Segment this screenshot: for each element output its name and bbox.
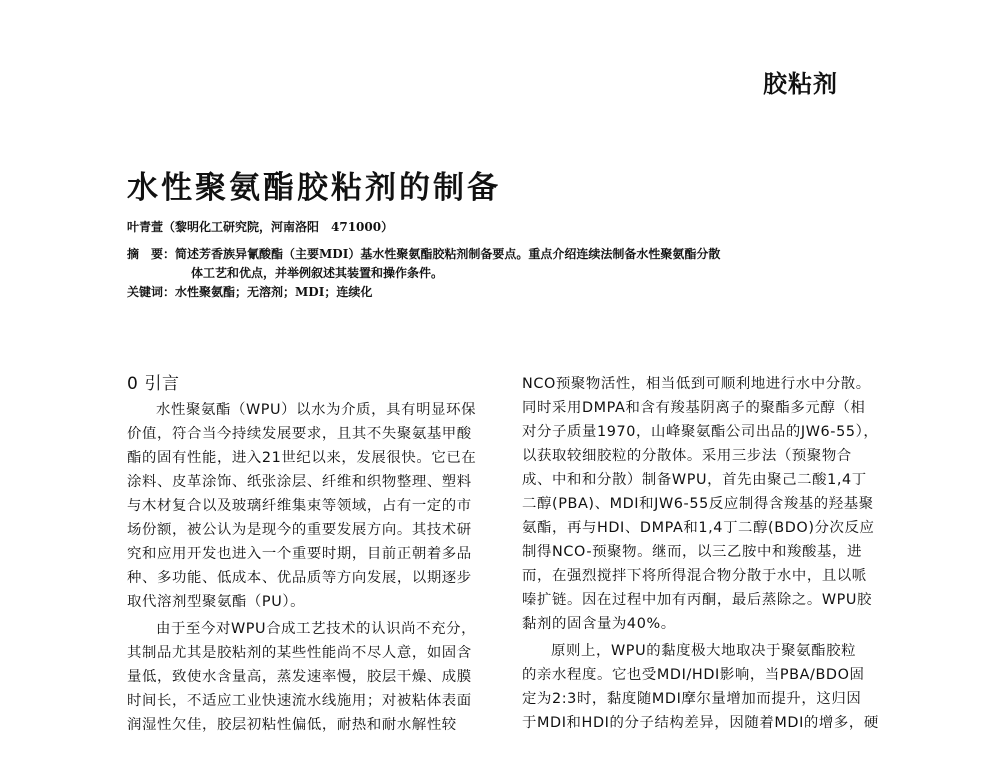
text-line: 成、中和和分散）制备WPU，首先由聚己二酸1,4丁: [522, 472, 867, 488]
text-line: 二醇(PBA)、MDI和JW6-55反应制得含羧基的羟基聚: [522, 496, 874, 512]
abstract-line: 简述芳香族异氰酸酯（主要MDI）基水性聚氨酯胶粘剂制备要点。重点介绍连续法制备水性聚氨酯分散: [175, 247, 721, 261]
text-line: 氨酯，再与HDI、DMPA和1,4丁二醇(BDO)分次反应: [522, 520, 875, 536]
author-affiliation: 叶青萱（黎明化工研究院，河南洛阳 471000）: [127, 220, 394, 234]
text-line: 由于至今对WPU合成工艺技术的认识尚不充分，: [156, 621, 477, 637]
keywords: [127, 283, 867, 302]
heading-text: 引言: [144, 374, 180, 394]
abstract-line: 体工艺和优点，并举例叙述其装置和操作条件。: [191, 266, 444, 280]
paragraph: [127, 398, 492, 614]
text-line: 其制品尤其是胶粘剂的某些性能尚不尽人意，如固含: [127, 645, 472, 661]
text-line: 定为2:3时，黏度随MDI摩尔量增加而提升，这归因: [522, 691, 862, 707]
keywords-label: 关键词：: [127, 285, 176, 299]
text-line: 涂料、皮革涂饰、纸张涂层、纤维和织物整理、塑料: [127, 474, 472, 490]
text-line: 价值，符合当今持续发展要求，且其不失聚氨基甲酸: [127, 426, 472, 442]
text-line: 原则上，WPU的黏度极大地取决于聚氨酯胶粒: [551, 643, 857, 659]
text-line: 究和应用开发也进入一个重要时期，目前正朝着多品: [127, 546, 472, 562]
text-line: 场份额，被公认为是现今的重要发展方向。其技术研: [127, 522, 472, 538]
text-line: 嗪扩链。因在过程中加有丙酮，最后蒸除之。WPU胶: [522, 592, 873, 608]
text-line: 制得NCO-预聚物。继而，以三乙胺中和羧酸基，进: [522, 544, 862, 560]
text-line: 种、多功能、低成本、优品质等方向发展，以期逐步: [127, 570, 472, 586]
right-column: [522, 372, 887, 735]
text-line: 润湿性欠佳，胶层初粘性偏低，耐热和耐水解性较: [127, 717, 457, 733]
text-line: 时间长，不适应工业快速流水线施用；对被粘体表面: [127, 693, 472, 709]
section-label: 胶粘剂: [763, 70, 838, 98]
text-line: 酯的固有性能，进入21世纪以来，发展很快。它已在: [127, 450, 477, 466]
abstract: [127, 245, 867, 283]
left-column: [127, 372, 492, 737]
paragraph: [127, 617, 492, 737]
keywords-text: 水性聚氨酯；无溶剂；MDI；连续化: [175, 285, 373, 299]
text-line: 于MDI和HDI的分子结构差异，因随着MDI的增多，硬: [522, 715, 879, 731]
text-line: 与木材复合以及玻璃纤维集束等领域，占有一定的市: [127, 498, 472, 514]
text-line: 同时采用DMPA和含有羧基阴离子的聚酯多元醇（相: [522, 400, 866, 416]
text-line: 的亲水程度。它也受MDI/HDI影响，当PBA/BDO固: [522, 667, 865, 683]
text-line: 对分子质量1970，山峰聚氨酯公司出品的JW6-55），: [522, 424, 879, 440]
text-line: NCO预聚物活性，相当低到可顺利地进行水中分散。: [522, 376, 871, 392]
text-line: 水性聚氨酯（WPU）以水为介质，具有明显环保: [156, 402, 477, 418]
section-heading: [127, 372, 492, 396]
text-line: 黏剂的固含量为40%。: [522, 616, 676, 632]
article-title: 水性聚氨酯胶粘剂的制备: [127, 170, 501, 206]
text-line: 量低，致使水含量高，蒸发速率慢，胶层干燥、成膜: [127, 669, 472, 685]
text-line: 取代溶剂型聚氨酯（PU）。: [127, 594, 306, 610]
paragraph: [522, 372, 887, 636]
text-line: 以获取较细胶粒的分散体。采用三步法（预聚物合: [522, 448, 852, 464]
paragraph: [522, 639, 887, 735]
abstract-label: 摘 要：: [127, 247, 176, 261]
heading-number: 0: [127, 374, 139, 394]
text-line: 而，在强烈搅拌下将所得混合物分散于水中，且以哌: [522, 568, 867, 584]
